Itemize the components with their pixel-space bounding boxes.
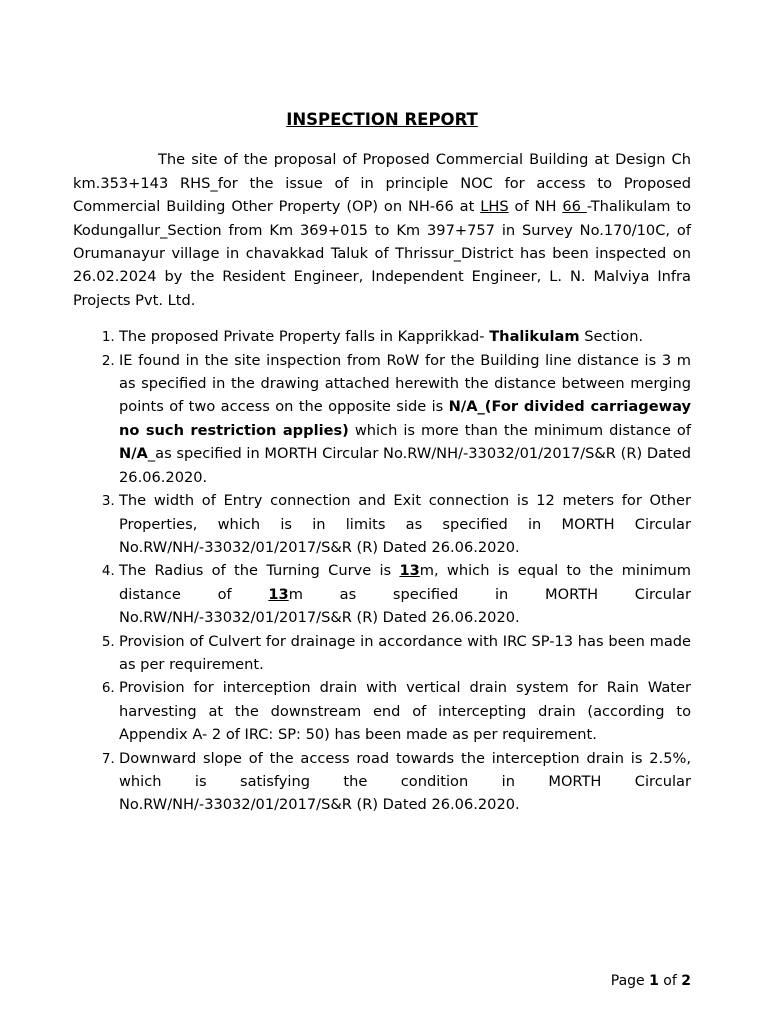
list-item-2 <box>119 349 691 489</box>
list-item-6: 6. Provision for interception drain with vertical drain system for Rain Water harvesting at the downstream end of intercepting drain (according to Appendix A- 2 of IRC: SP: 50) has been made as per requirement. <box>119 676 691 746</box>
findings-list <box>73 325 691 817</box>
item-4-text-end: m as specified in MORTH Circular No.RW/NH/-33032/01/2017/S&R (R) Dated 26.06.2020. <box>119 585 692 627</box>
list-item-1 <box>119 325 691 348</box>
page-title: INSPECTION REPORT <box>286 110 478 129</box>
intro-text-1: The site of the proposal of Proposed Commercial Building at Design Ch km.353+143 RHS_for the issue of in principle NOC for access to Proposed Commercial Building Other Property (OP) on NH-66 at <box>73 151 691 216</box>
intro-nh-number: 66 <box>562 198 587 216</box>
footer-page-label: Page <box>610 973 650 989</box>
footer-current-page: 1 <box>649 973 659 989</box>
intro-paragraph <box>73 148 691 312</box>
intro-text-3: -Thalikulam to Kodungallur_Section from Km 369+015 to Km 397+757 in Survey No.170/10C, of Orumanayur village in chavakkad Taluk of Thrissur_District has been inspected on 26.02.2024 by the Resident Engineer, Independent Engineer, L. N. Malviya Infra Projects Pvt. Ltd. <box>73 198 692 309</box>
item-2-bold-min: N/A <box>119 445 148 463</box>
item-1-text-end: Section. <box>579 328 644 346</box>
item-2-text-end: _as specified in MORTH Circular No.RW/NH/-33032/01/2017/S&R (R) Dated 26.06.2020. <box>119 445 691 486</box>
item-1-section-name: Thalikulam <box>489 328 580 346</box>
item-4-min-radius: 13 <box>268 585 289 603</box>
document-page <box>73 108 691 817</box>
item-2-text: IE found in the site inspection from RoW for the Building line distance is 3 m as specified in the drawing attached herewith the distance between merging points of two access on the opposite side is <box>119 351 691 416</box>
list-item-7: 7. Downward slope of the access road towards the interception drain is 2.5%, which is satisfying the condition in MORTH Circular No.RW/NH/-33032/01/2017/S&R (R) Dated 26.06.2020. <box>119 747 691 817</box>
item-1-text: The proposed Private Property falls in Kapprikkad- <box>119 328 490 346</box>
item-2-text-mid: which is more than the minimum distance of <box>348 421 691 439</box>
item-4-text-mid: m, which is equal to the minimum distance of <box>119 562 691 603</box>
footer-of-label: of <box>658 973 682 989</box>
list-item-5: 5. Provision of Culvert for drainage in accordance with IRC SP-13 has been made as per requirement. <box>119 630 691 677</box>
page-footer <box>0 973 691 989</box>
item-2-bold-distance: N/A_(For divided carriageway no such restriction applies) <box>119 398 691 439</box>
intro-side: LHS <box>480 198 509 216</box>
intro-text-2: of NH <box>508 198 563 216</box>
item-4-radius: 13 <box>399 562 420 580</box>
list-item-3: 3. The width of Entry connection and Exit connection is 12 meters for Other Properties, which is in limits as specified in MORTH Circular No.RW/NH/-33032/01/2017/S&R (R) Dated 26.06.2020. <box>119 489 691 559</box>
list-item-4 <box>119 559 691 629</box>
item-4-text: The Radius of the Turning Curve is <box>119 562 400 580</box>
footer-total-pages: 2 <box>681 973 691 989</box>
